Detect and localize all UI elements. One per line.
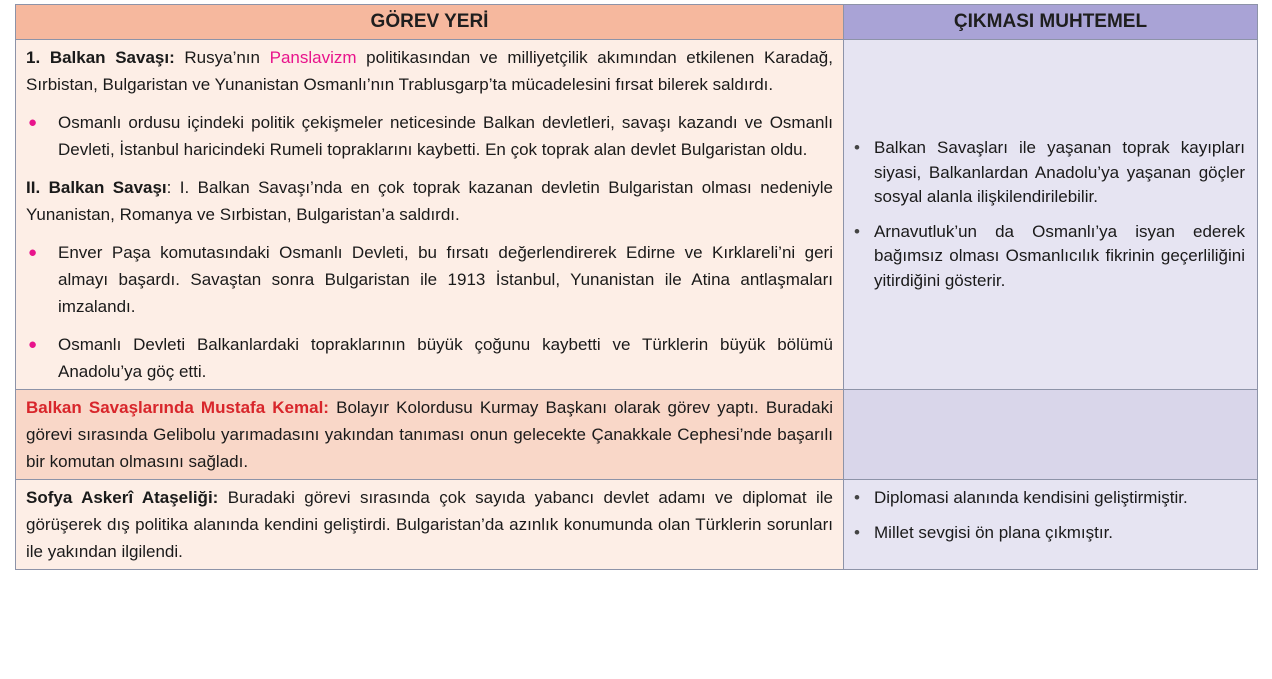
- bullet-text: Osmanlı Devleti Balkanlardaki topraklarının büyük çoğunu kaybetti ve Türklerin büyük bölümü Anadolu’ya göç etti.: [58, 335, 833, 381]
- paragraph-sofya: [26, 484, 833, 565]
- bullet-text: Enver Paşa komutasındaki Osmanlı Devleti, bu fırsatı değerlendirerek Edirne ve Kırklareli’ni geri almayı başardı. Savaştan sonra Bulgaristan ile 1913 İstanbul, Yunanistan ile Atina antlaşmaları imzalandı.: [58, 243, 833, 316]
- pink-bullet-icon: ●: [28, 114, 38, 131]
- bullet-item: [26, 331, 833, 385]
- text-segment: Rusya’nın: [174, 48, 270, 67]
- small-bullet-icon: •: [854, 221, 860, 241]
- header-gorev-yeri: GÖREV YERİ: [16, 5, 844, 40]
- cell-sofya-atasesi: [16, 480, 844, 570]
- paragraph-first-balkan-war: [26, 44, 833, 98]
- table-row: [16, 480, 1258, 570]
- paragraph-mustafa-kemal: [26, 394, 833, 475]
- label-second-balkan-war: II. Balkan Savaşı: [26, 178, 167, 197]
- label-mustafa-kemal: Balkan Savaşlarında Mustafa Kemal:: [26, 398, 329, 417]
- paragraph-second-balkan-war: [26, 174, 833, 228]
- note-item: [854, 136, 1245, 210]
- cell-balkan-notes: [844, 40, 1258, 390]
- note-text: Millet sevgisi ön plana çıkmıştır.: [874, 522, 1114, 542]
- header-row: [16, 5, 1258, 40]
- table-row: [16, 40, 1258, 390]
- note-item: [854, 220, 1245, 294]
- cell-mustafa-kemal: [16, 390, 844, 480]
- content-table: [15, 4, 1258, 570]
- bullet-item: [26, 239, 833, 320]
- cell-empty: [844, 390, 1258, 480]
- small-bullet-icon: •: [854, 138, 860, 157]
- label-sofya: Sofya Askerî Ataşeliği:: [26, 488, 219, 507]
- pink-bullet-icon: ●: [28, 244, 38, 261]
- cell-sofya-notes: [844, 480, 1258, 570]
- note-item: [854, 486, 1245, 511]
- cell-balkan-savaslari: [16, 40, 844, 390]
- text-segment: politikasından ve milliyetçilik akımından etkilenen Karadağ, Sırbistan, Bulgaristan ve Yunanistan Osmanlı’nın Trablusgarp’ta mücadelesini fırsat bilerek saldırdı.: [26, 48, 833, 94]
- text-segment: : I. Balkan Savaşı’nda en çok toprak kazanan devletin Bulgaristan olması nedeniyle Yunanistan, Romanya ve Sırbistan, Bulgaristan’a saldırdı.: [26, 178, 833, 224]
- small-bullet-icon: •: [854, 488, 860, 507]
- bullet-text: Osmanlı ordusu içindeki politik çekişmeler neticesinde Balkan devletleri, savaşı kazandı ve Osmanlı Devleti, İstanbul haricindeki Rumeli topraklarını kaybetti. En çok toprak alan devlet Bulgaristan oldu.: [58, 113, 833, 159]
- term-panslavizm: Panslavizm: [269, 48, 357, 67]
- note-text: Arnavutluk’un da Osmanlı’ya isyan ederek bağımsız olması Osmanlıcılık fikrinin geçerliliğini yitirdiğini gösterir.: [874, 221, 1245, 290]
- note-text: Balkan Savaşları ile yaşanan toprak kayıpları siyasi, Balkanlardan Anadolu’ya yaşanan göçler sosyal alanla ilişkilendirilebilir.: [874, 138, 1245, 206]
- bullet-item: [26, 109, 833, 163]
- note-item: [854, 521, 1245, 546]
- note-text: Diplomasi alanında kendisini geliştirmiştir.: [874, 488, 1188, 507]
- label-first-balkan-war: 1. Balkan Savaşı:: [26, 48, 175, 67]
- small-bullet-icon: •: [854, 522, 860, 542]
- pink-bullet-icon: ●: [28, 336, 38, 353]
- table-row: [16, 390, 1258, 480]
- header-cikmasi-muhtemel: ÇIKMASI MUHTEMEL: [844, 5, 1258, 40]
- text-segment: Buradaki görevi sırasında çok sayıda yabancı devlet adamı ve diplomat ile görüşerek dış politika alanında kendini geliştirdi. Bulgaristan’da azınlık konumunda olan Türklerin sorunları ile yakından ilgilendi.: [26, 488, 833, 561]
- text-segment: Bolayır Kolordusu Kurmay Başkanı olarak görev yaptı. Buradaki görevi sırasında Gelibolu yarımadasını yakından tanıması onun gelecekte Çanakkale Cephesi’nde başarılı bir komutan olmasını sağladı.: [26, 398, 833, 471]
